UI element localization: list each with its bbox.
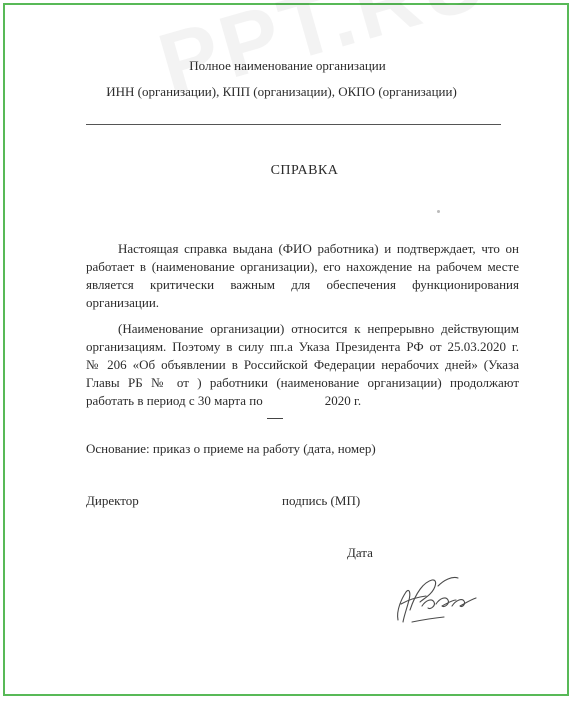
signature-label: подпись (МП) <box>282 493 361 508</box>
paragraph-1-line: организации. <box>86 295 160 310</box>
paragraph-2-line: (Наименование организации) относится к непрерывно действующим <box>118 321 519 336</box>
paragraph-2-line: № 206 «Об объявлении в Российской Федерации нерабочих дней» (Указа <box>86 357 519 372</box>
paragraph-2-line: организациям. Поэтому в силу пп.а Указа Президента РФ от 25.03.2020 г. <box>86 339 519 354</box>
basis-line: Основание: приказ о приеме на работу (дата, номер) <box>86 441 376 456</box>
org-codes: ИНН (организации), КПП (организации), ОКПО (организации) <box>106 84 457 99</box>
document-title: СПРАВКА <box>270 163 339 178</box>
paragraph-2-line: Главы РБ № от ) работники (наименование организации) продолжают <box>86 375 519 390</box>
header-divider <box>86 124 501 125</box>
paragraph-1-line: работает в (наименование организации), его нахождение на рабочем месте <box>86 259 519 274</box>
paragraph-1-line: является критически важным для обеспечения функционирования <box>86 277 519 292</box>
period-start-text: работать в период с 30 марта по <box>86 393 263 408</box>
org-name: Полное наименование организации <box>189 58 386 73</box>
paragraph-1 <box>86 240 519 312</box>
paragraph-2-last-line <box>86 392 519 410</box>
scan-speck <box>437 210 440 213</box>
paragraph-2 <box>86 320 519 410</box>
handwritten-signature <box>392 570 484 628</box>
period-year-text: 2020 г. <box>324 393 362 408</box>
date-label: Дата <box>347 545 373 560</box>
paragraph-1-line: Настоящая справка выдана (ФИО работника) и подтверждает, что он <box>118 241 519 256</box>
director-label: Директор <box>86 493 139 508</box>
